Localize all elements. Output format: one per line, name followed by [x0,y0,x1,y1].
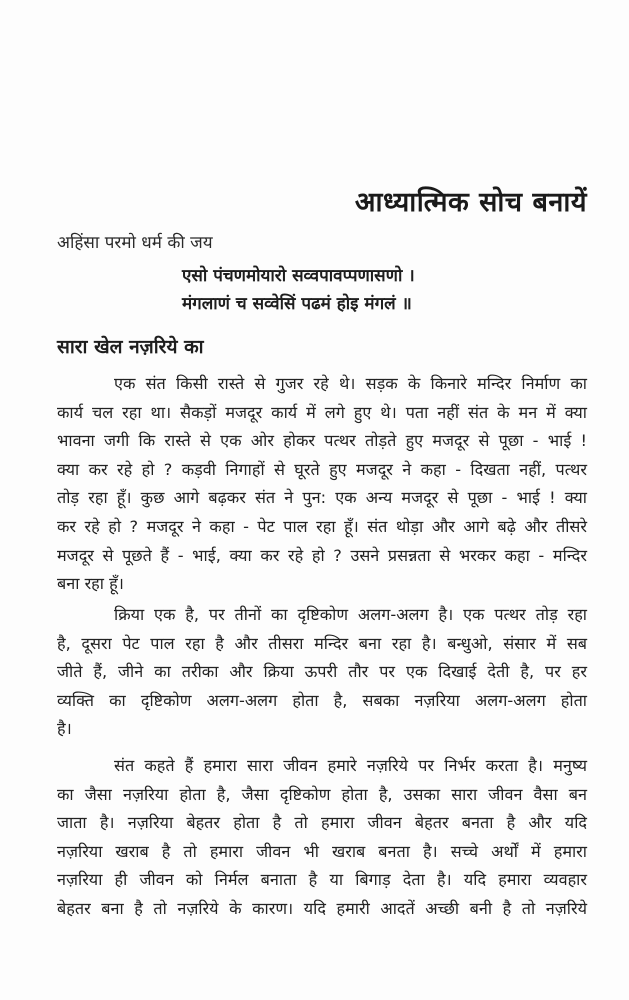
paragraph-line: का जैसा नज़रिया होता है, जैसा दृष्टिकोण होता है, उसका सारा जीवन वैसा बन [57,784,587,804]
paragraph-line: बेहतर बना है तो नज़रिये के कारण। यदि हमारी आदतें अच्छी बनी है तो नज़रिये [57,898,587,918]
book-page [57,0,587,1000]
paragraph-line: एक संत किसी रास्ते से गुजर रहे थे। सड़क के किनारे मन्दिर निर्माण का [114,374,587,393]
mantra-line: मंगलाणं च सव्वेसिं पढमं होइ मंगलं ॥ [182,294,412,314]
salutation: अहिंसा परमो धर्म की जय [57,233,213,253]
paragraph-line: है, दूसरा पेट पाल रहा है और तीसरा मन्दिर बना रहा है। बन्धुओ, संसार में सब [57,633,587,653]
paragraph-line: क्या कर रहे हो ? कड़वी निगाहों से घूरते हुए मजदूर ने कहा - दिखता नहीं, पत्थर [57,459,587,479]
paragraph-line: व्यक्ति का दृष्टिकोण अलग-अलग होता है, सबका नज़रिया अलग-अलग होता [57,690,587,710]
paragraph-line: संत कहते हैं हमारा सारा जीवन हमारे नज़रिये पर निर्भर करता है। मनुष्य [114,756,587,775]
paragraph [57,370,587,599]
paragraph-line: क्रिया एक है, पर तीनों का दृष्टिकोण अलग-अलग है। एक पत्थर तोड़ रहा [114,605,587,624]
paragraph-line: बना रहा हूँ। [57,574,124,594]
paragraph-line: कार्य चल रहा था। सैकड़ों मजदूर कार्य में लगे हुए थे। पता नहीं संत के मन में क्या [57,402,587,422]
paragraph-line: जीते हैं, जीने का तरीका और क्रिया ऊपरी तौर पर एक दिखाई देती है, पर हर [57,662,587,682]
mantra-verse [182,262,415,318]
paragraph-line: मजदूर से पूछते हैं - भाई, क्या कर रहे हो ? उसने प्रसन्नता से भरकर कहा - मन्दिर [57,545,587,565]
mantra-line: एसो पंचणमोयारो सव्वपावप्पणासणो । [182,266,415,286]
paragraph-line: भावना जगी कि रास्ते से एक ओर होकर पत्थर तोड़ते हुए मजदूर से पूछा - भाई ! [57,431,587,451]
paragraph-line: है। [57,719,72,739]
paragraph-line: कर रहे हो ? मजदूर ने कहा - पेट पाल रहा हूँ। संत थोड़ा और आगे बढ़े और तीसरे [57,516,587,536]
paragraph-line: नज़रिया ही जीवन को निर्मल बनाता है या बिगाड़ देता है। यदि हमारा व्यवहार [57,870,587,890]
paragraph [57,752,587,924]
paragraph-line: जाता है। नज़रिया बेहतर होता है तो हमारा जीवन बेहतर बनता है और यदि [57,813,587,833]
paragraph-line: नज़रिया खराब है तो हमारा जीवन भी खराब बनता है। सच्चे अर्थों में हमारा [57,841,587,861]
paragraph [57,601,587,744]
chapter-title: आध्यात्मिक सोच बनायें [354,187,587,218]
paragraph-line: तोड़ रहा हूँ। कुछ आगे बढ़कर संत ने पुन: एक अन्य मजदूर से पूछा - भाई ! क्या [57,488,587,508]
section-heading: सारा खेल नज़रिये का [57,336,204,358]
